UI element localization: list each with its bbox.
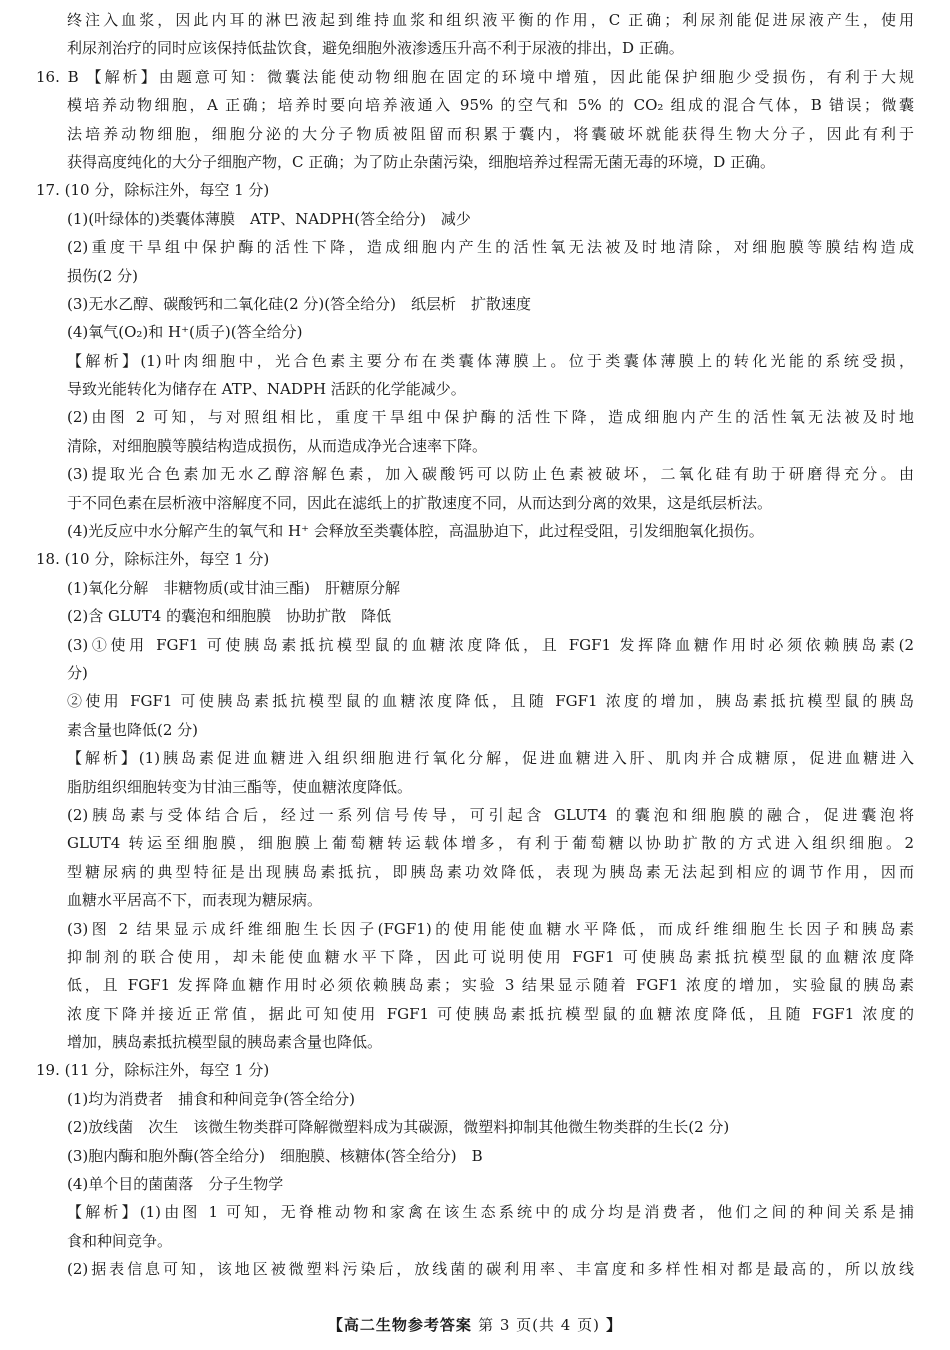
text-line: 型糖尿病的典型特征是出现胰岛素抵抗，即胰岛素功效降低，表现为胰岛素无法起到相应的调节作用，因而 <box>67 862 914 881</box>
text-line: 17. (10 分，除标注外，每空 1 分) <box>36 181 270 200</box>
footer-title: 【高二生物参考答案 <box>327 1316 472 1334</box>
text-line: (2)含 GLUT4 的囊泡和细胞膜 协助扩散 降低 <box>67 607 392 626</box>
footer-page-number: 第 3 页(共 4 页) <box>478 1316 600 1334</box>
text-line: (1)氧化分解 非糖物质(或甘油三酯) 肝糖原分解 <box>67 578 400 597</box>
text-line: 【解析】(1)叶肉细胞中，光合色素主要分布在类囊体薄膜上。位于类囊体薄膜上的转化光能的系统受损， <box>67 351 914 370</box>
text-line: (3)提取光合色素加无水乙醇溶解色素，加入碳酸钙可以防止色素被破坏，二氧化硅有助于研磨得充分。由 <box>67 465 914 484</box>
text-line: 浓度下降并接近正常值，据此可知使用 FGF1 可使胰岛素抵抗模型鼠的血糖浓度降低，且随 FGF1 浓度的 <box>67 1004 914 1023</box>
text-line: 损伤(2 分) <box>67 266 139 285</box>
text-line: (4)单个目的菌菌落 分子生物学 <box>67 1175 284 1194</box>
footer-close: 】 <box>606 1316 623 1334</box>
text-line: 法培养动物细胞，细胞分泌的大分子物质被阻留而积累于囊内，将囊破坏就能获得生物大分子，因此有利于 <box>67 124 914 143</box>
text-line: (1)均为消费者 捕食和种间竞争(答全给分) <box>67 1089 355 1108</box>
text-line: 血糖水平居高不下，而表现为糖尿病。 <box>67 891 323 910</box>
text-line: 增加，胰岛素抵抗模型鼠的胰岛素含量也降低。 <box>67 1033 383 1052</box>
text-line: 脂肪组织细胞转变为甘油三酯等，使血糖浓度降低。 <box>67 777 413 796</box>
text-line: 【解析】(1)由图 1 可知，无脊椎动物和家禽在该生态系统中的成分均是消费者，他们之间的种间关系是捕 <box>67 1203 914 1222</box>
text-line: (4)光反应中水分解产生的氧气和 H⁺ 会释放至类囊体腔，高温胁迫下，此过程受阻，引发细胞氧化损伤。 <box>67 522 764 541</box>
text-line: (2)据表信息可知，该地区被微塑料污染后，放线菌的碳利用率、丰富度和多样性相对都是最高的，所以放线 <box>67 1260 914 1279</box>
text-line: 食和种间竞争。 <box>67 1231 173 1250</box>
text-line: (3)无水乙醇、碳酸钙和二氧化硅(2 分)(答全给分) 纸层析 扩散速度 <box>67 294 531 313</box>
text-line: (2)放线菌 次生 该微生物类群可降解微塑料成为其碳源，微塑料抑制其他微生物类群的生长(2 分) <box>67 1118 730 1137</box>
answer-document <box>36 6 914 1284</box>
text-line: 18. (10 分，除标注外，每空 1 分) <box>36 550 270 569</box>
text-line: 利尿剂治疗的同时应该保持低盐饮食，避免细胞外液渗透压升高不利于尿液的排出，D 正确。 <box>67 39 684 58</box>
text-line: (4)氧气(O₂)和 H⁺(质子)(答全给分) <box>67 323 303 342</box>
text-line: GLUT4 转运至细胞膜，细胞膜上葡萄糖转运载体增多，有利于葡萄糖以协助扩散的方式进入组织细胞。2 <box>67 834 914 853</box>
text-line: 分) <box>67 663 88 682</box>
text-line: 获得高度纯化的大分子细胞产物，C 正确；为了防止杂菌污染，细胞培养过程需无菌无毒的环境，D 正确。 <box>67 152 776 171</box>
text-line: (2)重度干旱组中保护酶的活性下降，造成细胞内产生的活性氧无法被及时地清除，对细胞膜等膜结构造成 <box>67 238 914 257</box>
text-line: 16. B 【解析】由题意可知：微囊法能使动物细胞在固定的环境中增殖，因此能保护细胞少受损伤，有利于大规 <box>36 67 914 86</box>
text-line: 导致光能转化为储存在 ATP、NADPH 活跃的化学能减少。 <box>67 380 466 399</box>
text-line: 模培养动物细胞，A 正确；培养时要向培养液通入 95% 的空气和 5% 的 CO₂ 组成的混合气体，B 错误；微囊 <box>67 96 914 115</box>
text-line: 清除，对细胞膜等膜结构造成损伤，从而造成净光合速率下降。 <box>67 436 488 455</box>
text-line: 低，且 FGF1 发挥降血糖作用时必须依赖胰岛素；实验 3 结果显示随着 FGF1 浓度的增加，实验鼠的胰岛素 <box>67 976 914 995</box>
text-line: 抑制剂的联合使用，却未能使血糖水平下降，因此可说明使用 FGF1 可使胰岛素抵抗模型鼠的血糖浓度降 <box>67 947 914 966</box>
text-line: (2)由图 2 可知，与对照组相比，重度干旱组中保护酶的活性下降，造成细胞内产生的活性氧无法被及时地 <box>67 408 914 427</box>
text-line: (3)①使用 FGF1 可使胰岛素抵抗模型鼠的血糖浓度降低，且 FGF1 发挥降血糖作用时必须依赖胰岛素(2 <box>67 635 914 654</box>
page-footer <box>0 1314 950 1335</box>
text-line: ②使用 FGF1 可使胰岛素抵抗模型鼠的血糖浓度降低，且随 FGF1 浓度的增加，胰岛素抵抗模型鼠的胰岛 <box>67 692 914 711</box>
text-line: (3)胞内酶和胞外酶(答全给分) 细胞膜、核糖体(答全给分) B <box>67 1146 483 1165</box>
text-line: 于不同色素在层析液中溶解度不同，因此在滤纸上的扩散速度不同，从而达到分离的效果，这是纸层析法。 <box>67 493 773 512</box>
text-line: 【解析】(1)胰岛素促进血糖进入组织细胞进行氧化分解，促进血糖进入肝、肌肉并合成糖原，促进血糖进入 <box>67 749 914 768</box>
text-line: (1)(叶绿体的)类囊体薄膜 ATP、NADPH(答全给分) 减少 <box>67 209 471 228</box>
text-line: 终注入血浆，因此内耳的淋巴液起到维持血浆和组织液平衡的作用，C 正确；利尿剂能促进尿液产生，使用 <box>67 11 914 29</box>
text-line: 素含量也降低(2 分) <box>67 720 199 739</box>
text-line: (2)胰岛素与受体结合后，经过一系列信号传导，可引起含 GLUT4 的囊泡和细胞膜的融合，促进囊泡将 <box>67 805 914 824</box>
text-line: 19. (11 分，除标注外，每空 1 分) <box>36 1061 270 1080</box>
text-line: (3)图 2 结果显示成纤维细胞生长因子(FGF1)的使用能使血糖水平降低，而成纤维细胞生长因子和胰岛素 <box>67 919 914 938</box>
